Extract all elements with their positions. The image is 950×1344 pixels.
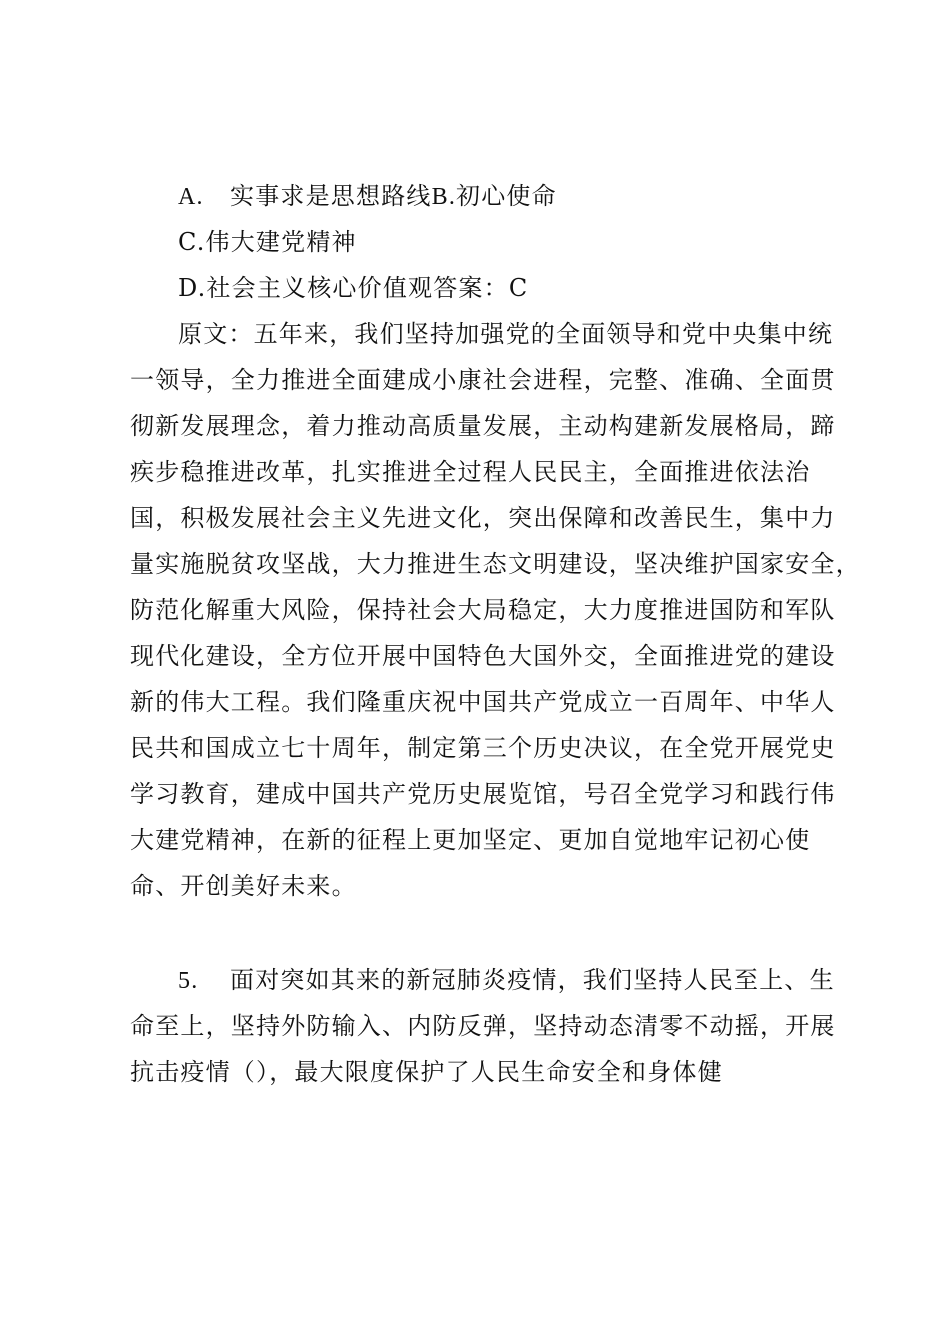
paragraph-line: 现代化建设，全方位开展中国特色大国外交，全面推进党的建设 bbox=[130, 642, 836, 670]
paragraph-line: 防范化解重大风险，保持社会大局稳定，大力度推进国防和军队 bbox=[130, 596, 836, 624]
question-5-line: 抗击疫情（），最大限度保护了人民生命安全和身体健 bbox=[130, 1058, 723, 1086]
question-text: 面对突如其来的新冠肺炎疫情，我们坚持人民至上、生 bbox=[230, 966, 835, 994]
paragraph-line: 彻新发展理念，着力推动高质量发展，主动构建新发展格局，蹄 bbox=[130, 412, 836, 440]
question-5-line: 命至上，坚持外防输入、内防反弹，坚持动态清零不动摇，开展 bbox=[130, 1012, 836, 1040]
option-b-text: B.初心使命 bbox=[431, 184, 557, 210]
option-d-answer-line: D.社会主义核心价值观答案：C bbox=[178, 274, 529, 302]
paragraph-line: 学习教育，建成中国共产党历史展览馆，号召全党学习和践行伟 bbox=[130, 780, 836, 808]
question-number: 5. bbox=[178, 968, 199, 994]
paragraph-line: 大建党精神，在新的征程上更加坚定、更加自觉地牢记初心使 bbox=[130, 826, 811, 854]
paragraph-line: 民共和国成立七十周年，制定第三个历史决议，在全党开展党史 bbox=[130, 734, 836, 762]
paragraph-line: 国，积极发展社会主义先进文化，突出保障和改善民生，集中力 bbox=[130, 504, 836, 532]
paragraph-line: 量实施脱贫攻坚战，大力推进生态文明建设，坚决维护国家安全， bbox=[130, 550, 861, 578]
paragraph-line: 命、开创美好未来。 bbox=[130, 872, 357, 900]
paragraph-line: 一领导，全力推进全面建成小康社会进程，完整、准确、全面贯 bbox=[130, 366, 836, 394]
option-a-line bbox=[178, 181, 557, 212]
paragraph-line: 新的伟大工程。我们隆重庆祝中国共产党成立一百周年、中华人 bbox=[130, 688, 836, 716]
option-a-text: 实事求是思想路线 bbox=[230, 182, 432, 210]
paragraph-line: 原文：五年来，我们坚持加强党的全面领导和党中央集中统 bbox=[178, 320, 834, 348]
option-a-marker: A. bbox=[178, 184, 204, 210]
option-c-line: C.伟大建党精神 bbox=[178, 228, 357, 256]
paragraph-line: 疾步稳推进改革，扎实推进全过程人民民主，全面推进依法治 bbox=[130, 458, 811, 486]
question-5-line bbox=[178, 965, 835, 996]
